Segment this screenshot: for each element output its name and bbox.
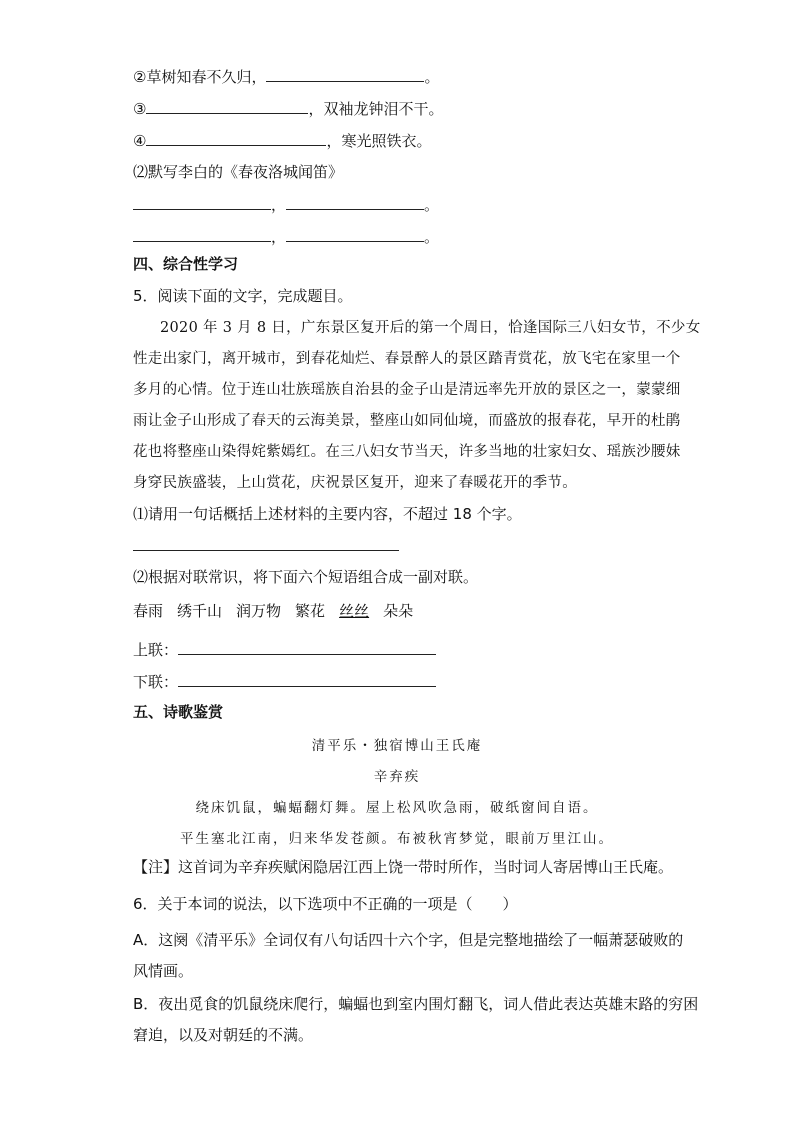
passage-line: 2020 年 3 月 8 日，广东景区复开后的第一个周日，恰逢国际三八妇女节，不少女 xyxy=(160,320,701,336)
option-a-line-1: A．这阕《清平乐》全词仅有八句话四十六个字，但是完整地描绘了一幅萧瑟破败的 xyxy=(133,931,684,949)
section-4-heading: 四、综合性学习 xyxy=(133,255,239,273)
answer-blank[interactable] xyxy=(133,194,271,210)
passage-line: 多月的心情。位于连山壮族瑶族自治县的金子山是清远率先开放的景区之一，蒙蒙细 xyxy=(133,382,681,398)
passage-line: 性走出家门，离开城市，到春花灿烂、春景醉人的景区踏青赏花，放飞宅在家里一个 xyxy=(133,351,681,367)
upper-label: 上联： xyxy=(133,641,179,659)
recite-prompt: ⑵默写李白的《春夜洛城闻笛》 xyxy=(133,163,344,181)
line-text: ②草树知春不久归， xyxy=(133,68,267,86)
line-number: ③ xyxy=(133,100,147,118)
comma: ， xyxy=(271,228,287,246)
phrase-list xyxy=(133,601,413,621)
poem-note: 【注】这首词为辛弃疾赋闲隐居江西上饶一带时所作，当时词人寄居博山王氏庵。 xyxy=(133,858,674,876)
line-text: ，寒光照铁衣。 xyxy=(326,132,432,150)
option-b-line-1: B．夜出觅食的饥鼠绕床爬行，蝙蝠也到室内围灯翻飞，词人借此表达英雄末路的穷困 xyxy=(133,995,699,1013)
upper-couplet xyxy=(133,639,436,660)
period: 。 xyxy=(424,228,440,246)
line-text: ，双袖龙钟泪不干。 xyxy=(308,100,444,118)
line-end: 。 xyxy=(424,68,440,86)
phrase: 朵朵 xyxy=(383,602,414,620)
option-b-line-2: 窘迫，以及对朝廷的不满。 xyxy=(133,1026,314,1044)
sub1-prompt: ⑴请用一句话概括上述材料的主要内容，不超过 18 个字。 xyxy=(133,505,522,523)
answer-blank[interactable] xyxy=(146,130,326,146)
sub2-prompt: ⑵根据对联常识，将下面六个短语组合成一副对联。 xyxy=(133,568,479,586)
phrase: 春雨 xyxy=(133,602,164,620)
answer-blank[interactable] xyxy=(146,98,308,114)
section-5-heading: 五、诗歌鉴赏 xyxy=(133,703,224,721)
option-a-line-2: 风情画。 xyxy=(133,962,194,980)
lower-couplet xyxy=(133,671,436,692)
q6-prompt: 6．关于本词的说法，以下选项中不正确的一项是（ ） xyxy=(133,895,518,913)
recite-line-2 xyxy=(133,226,439,247)
answer-blank[interactable] xyxy=(286,194,424,210)
answer-blank[interactable] xyxy=(286,226,424,242)
line-number: ④ xyxy=(133,132,147,150)
period: 。 xyxy=(424,196,440,214)
q5-prompt: 5．阅读下面的文字，完成题目。 xyxy=(133,287,353,305)
answer-line[interactable] xyxy=(133,550,399,551)
phrase: 丝丝 xyxy=(339,602,370,620)
poem-title: 清平乐・独宿博山王氏庵 xyxy=(311,738,483,754)
lower-label: 下联： xyxy=(133,673,179,691)
recite-line-1 xyxy=(133,194,439,215)
passage-line: 雨让金子山形成了春天的云海美景，整座山如同仙境，而盛放的报春花，早开的杜鹃 xyxy=(133,413,681,429)
phrase: 繁花 xyxy=(295,602,326,620)
answer-blank[interactable] xyxy=(178,671,436,687)
fill-line-3 xyxy=(133,98,443,119)
poem-line: 平生塞北江南，归来华发苍颜。布被秋宵梦觉，眼前万里江山。 xyxy=(180,831,614,847)
phrase: 润万物 xyxy=(236,602,282,620)
answer-blank[interactable] xyxy=(266,66,424,82)
passage-line: 花也将整座山染得姹紫嫣红。在三八妇女节当天，许多当地的壮家妇女、瑶族沙腰妹 xyxy=(133,444,681,460)
fill-line-2 xyxy=(133,66,439,87)
phrase: 绣千山 xyxy=(177,602,223,620)
fill-line-4 xyxy=(133,130,431,151)
answer-blank[interactable] xyxy=(133,226,271,242)
passage-line: 身穿民族盛装，上山赏花，庆祝景区复开，迎来了春暖花开的季节。 xyxy=(133,475,577,491)
poem-author: 辛弃疾 xyxy=(373,769,421,785)
answer-blank[interactable] xyxy=(178,639,436,655)
comma: ， xyxy=(271,196,287,214)
poem-line: 绕床饥鼠，蝙蝠翻灯舞。屋上松风吹急雨，破纸窗间自语。 xyxy=(195,800,599,816)
